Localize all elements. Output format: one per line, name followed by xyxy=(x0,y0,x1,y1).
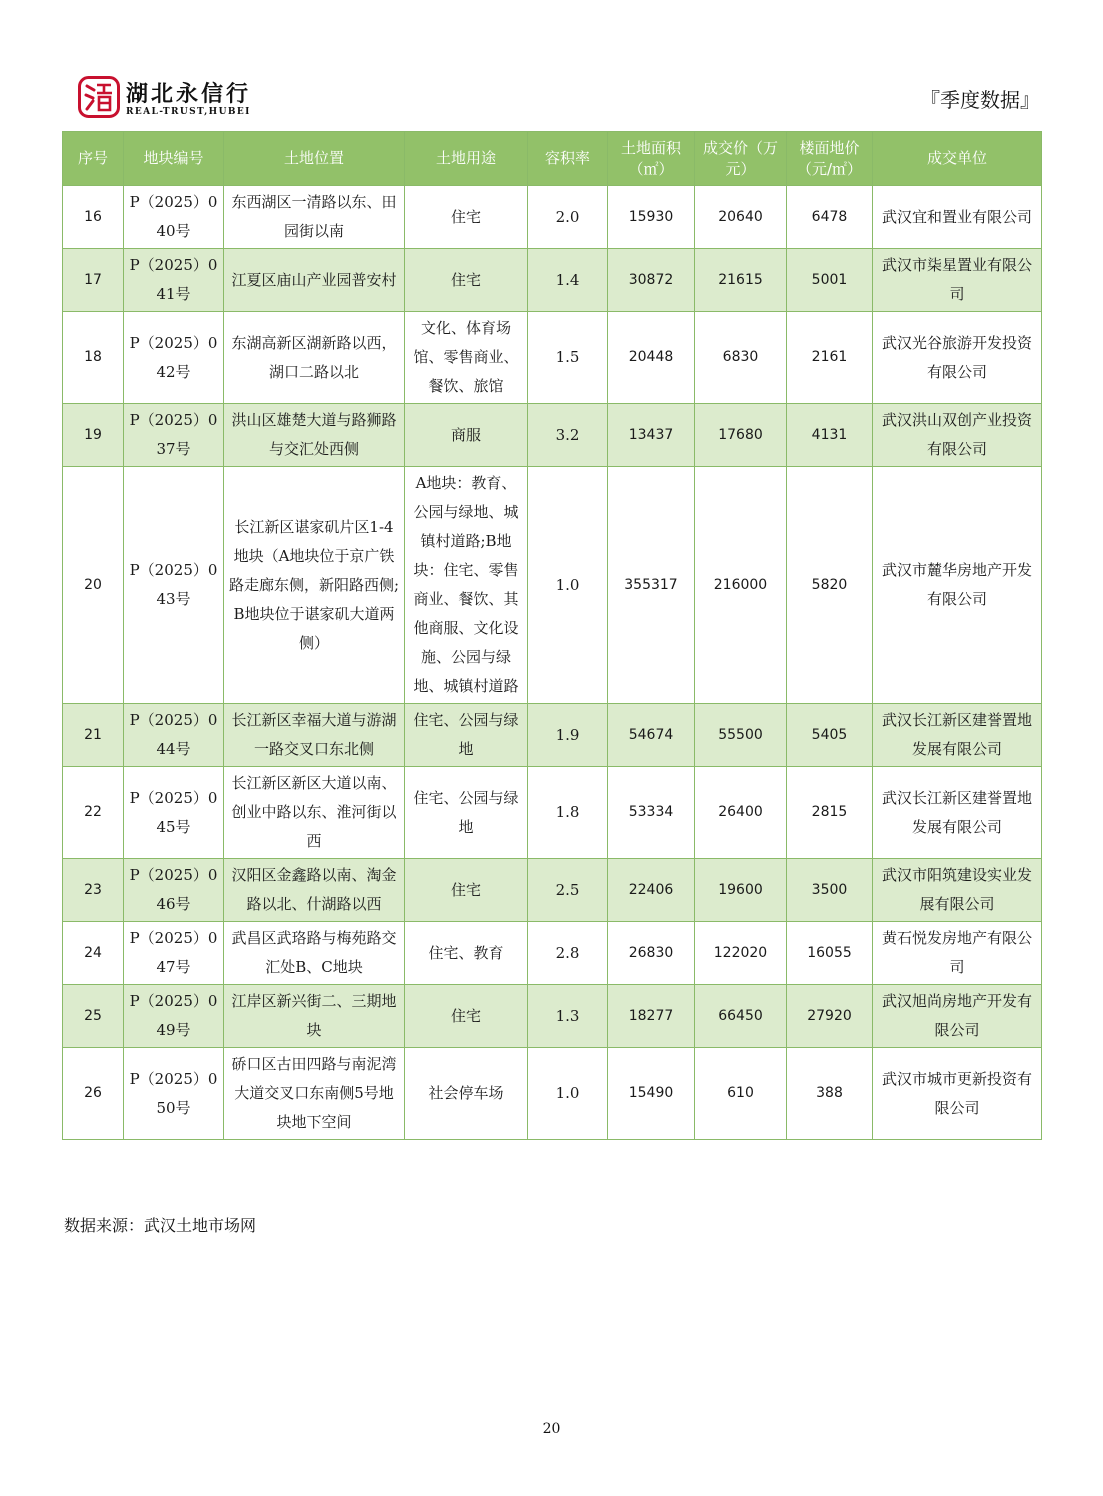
page-header xyxy=(62,70,1042,126)
cell-deal-price: 66450 xyxy=(695,985,787,1048)
cell-land-area: 20448 xyxy=(608,312,695,404)
cell-deal-price: 26400 xyxy=(695,767,787,859)
cell-land-area: 22406 xyxy=(608,859,695,922)
cell-land-area: 30872 xyxy=(608,249,695,312)
column-header: 楼面地价（元/㎡） xyxy=(787,132,873,186)
cell-serial-number: 26 xyxy=(63,1048,124,1140)
cell-location: 硚口区古田四路与南泥湾大道交叉口东南侧5号地块地下空间 xyxy=(224,1048,405,1140)
cell-land-area: 53334 xyxy=(608,767,695,859)
cell-land-use: 住宅、公园与绿地 xyxy=(405,704,528,767)
cell-serial-number: 25 xyxy=(63,985,124,1048)
cell-plot-code: P（2025）037号 xyxy=(124,404,224,467)
cell-floor-price: 388 xyxy=(787,1048,873,1140)
cell-plot-code: P（2025）046号 xyxy=(124,859,224,922)
cell-location: 江岸区新兴街二、三期地块 xyxy=(224,985,405,1048)
column-header: 序号 xyxy=(63,132,124,186)
cell-buyer: 武汉旭尚房地产开发有限公司 xyxy=(873,985,1042,1048)
cell-deal-price: 21615 xyxy=(695,249,787,312)
cell-deal-price: 122020 xyxy=(695,922,787,985)
cell-floor-price: 2815 xyxy=(787,767,873,859)
cell-plot-ratio: 2.0 xyxy=(528,186,608,249)
cell-land-area: 26830 xyxy=(608,922,695,985)
column-header: 土地位置 xyxy=(224,132,405,186)
cell-land-use: 住宅 xyxy=(405,249,528,312)
cell-land-use: 文化、体育场馆、零售商业、餐饮、旅馆 xyxy=(405,312,528,404)
cell-location: 长江新区新区大道以南、创业中路以东、淮河街以西 xyxy=(224,767,405,859)
cell-plot-ratio: 2.8 xyxy=(528,922,608,985)
table-row xyxy=(63,704,1042,767)
cell-deal-price: 6830 xyxy=(695,312,787,404)
cell-buyer: 武汉市阳筑建设实业发展有限公司 xyxy=(873,859,1042,922)
cell-land-use: 住宅、教育 xyxy=(405,922,528,985)
cell-plot-ratio: 1.4 xyxy=(528,249,608,312)
cell-land-area: 15490 xyxy=(608,1048,695,1140)
cell-serial-number: 16 xyxy=(63,186,124,249)
cell-land-use: 住宅、公园与绿地 xyxy=(405,767,528,859)
cell-land-area: 54674 xyxy=(608,704,695,767)
column-header: 容积率 xyxy=(528,132,608,186)
land-transaction-table xyxy=(62,131,1042,1140)
cell-plot-code: P（2025）041号 xyxy=(124,249,224,312)
seal-logo-icon xyxy=(78,76,120,118)
cell-land-use: A地块：教育、公园与绿地、城镇村道路;B地块：住宅、零售商业、餐饮、其他商服、文化设施、公园与绿地、城镇村道路 xyxy=(405,467,528,704)
cell-serial-number: 23 xyxy=(63,859,124,922)
cell-buyer: 武汉长江新区建誉置地发展有限公司 xyxy=(873,767,1042,859)
cell-serial-number: 19 xyxy=(63,404,124,467)
cell-location: 汉阳区金鑫路以南、淘金路以北、什湖路以西 xyxy=(224,859,405,922)
cell-location: 东湖高新区湖新路以西，湖口二路以北 xyxy=(224,312,405,404)
page-number: 20 xyxy=(542,1421,561,1437)
cell-location: 武昌区武珞路与梅苑路交汇处B、C地块 xyxy=(224,922,405,985)
company-logo xyxy=(78,76,308,124)
cell-deal-price: 19600 xyxy=(695,859,787,922)
cell-land-use: 住宅 xyxy=(405,186,528,249)
cell-plot-ratio: 1.0 xyxy=(528,467,608,704)
cell-location: 洪山区雄楚大道与路狮路与交汇处西侧 xyxy=(224,404,405,467)
cell-plot-code: P（2025）043号 xyxy=(124,467,224,704)
cell-land-area: 18277 xyxy=(608,985,695,1048)
cell-serial-number: 24 xyxy=(63,922,124,985)
table-body xyxy=(63,186,1042,1140)
cell-floor-price: 4131 xyxy=(787,404,873,467)
cell-location: 江夏区庙山产业园普安村 xyxy=(224,249,405,312)
cell-serial-number: 20 xyxy=(63,467,124,704)
cell-buyer: 武汉宜和置业有限公司 xyxy=(873,186,1042,249)
cell-floor-price: 5001 xyxy=(787,249,873,312)
cell-plot-code: P（2025）047号 xyxy=(124,922,224,985)
cell-location: 长江新区幸福大道与游湖一路交叉口东北侧 xyxy=(224,704,405,767)
column-header: 成交单位 xyxy=(873,132,1042,186)
cell-deal-price: 20640 xyxy=(695,186,787,249)
logo-chinese-name: 湖北永信行 xyxy=(126,82,252,107)
cell-deal-price: 17680 xyxy=(695,404,787,467)
cell-floor-price: 27920 xyxy=(787,985,873,1048)
cell-serial-number: 21 xyxy=(63,704,124,767)
cell-floor-price: 5820 xyxy=(787,467,873,704)
cell-land-use: 住宅 xyxy=(405,985,528,1048)
table-row xyxy=(63,985,1042,1048)
cell-deal-price: 216000 xyxy=(695,467,787,704)
cell-plot-ratio: 1.5 xyxy=(528,312,608,404)
cell-serial-number: 17 xyxy=(63,249,124,312)
cell-floor-price: 2161 xyxy=(787,312,873,404)
cell-buyer: 武汉光谷旅游开发投资有限公司 xyxy=(873,312,1042,404)
table-row xyxy=(63,767,1042,859)
cell-deal-price: 55500 xyxy=(695,704,787,767)
cell-plot-code: P（2025）044号 xyxy=(124,704,224,767)
cell-buyer: 武汉市城市更新投资有限公司 xyxy=(873,1048,1042,1140)
cell-land-use: 商服 xyxy=(405,404,528,467)
cell-floor-price: 3500 xyxy=(787,859,873,922)
table-header xyxy=(63,132,1042,186)
column-header: 成交价（万元） xyxy=(695,132,787,186)
cell-floor-price: 16055 xyxy=(787,922,873,985)
cell-serial-number: 22 xyxy=(63,767,124,859)
table-row xyxy=(63,922,1042,985)
table-header-row xyxy=(63,132,1042,186)
cell-plot-code: P（2025）049号 xyxy=(124,985,224,1048)
cell-plot-code: P（2025）040号 xyxy=(124,186,224,249)
cell-plot-ratio: 1.3 xyxy=(528,985,608,1048)
section-title: 『季度数据』 xyxy=(920,88,1040,112)
cell-location: 东西湖区一清路以东、田园街以南 xyxy=(224,186,405,249)
cell-land-area: 15930 xyxy=(608,186,695,249)
cell-buyer: 武汉洪山双创产业投资有限公司 xyxy=(873,404,1042,467)
table-row xyxy=(63,1048,1042,1140)
table-row xyxy=(63,312,1042,404)
cell-deal-price: 610 xyxy=(695,1048,787,1140)
cell-buyer: 武汉市麓华房地产开发有限公司 xyxy=(873,467,1042,704)
cell-location: 长江新区谌家矶片区1-4地块（A地块位于京广铁路走廊东侧，新阳路西侧;B地块位于谌家矶大道两侧） xyxy=(224,467,405,704)
cell-plot-code: P（2025）042号 xyxy=(124,312,224,404)
cell-buyer: 武汉长江新区建誉置地发展有限公司 xyxy=(873,704,1042,767)
cell-plot-ratio: 3.2 xyxy=(528,404,608,467)
data-source-note: 数据来源：武汉土地市场网 xyxy=(64,1216,257,1235)
cell-land-area: 13437 xyxy=(608,404,695,467)
table-row xyxy=(63,467,1042,704)
column-header: 土地用途 xyxy=(405,132,528,186)
cell-land-use: 住宅 xyxy=(405,859,528,922)
cell-land-area: 355317 xyxy=(608,467,695,704)
column-header: 地块编号 xyxy=(124,132,224,186)
table-row xyxy=(63,404,1042,467)
cell-buyer: 黄石悦发房地产有限公司 xyxy=(873,922,1042,985)
column-header: 土地面积（㎡） xyxy=(608,132,695,186)
cell-plot-code: P（2025）045号 xyxy=(124,767,224,859)
cell-floor-price: 6478 xyxy=(787,186,873,249)
cell-floor-price: 5405 xyxy=(787,704,873,767)
table-row xyxy=(63,859,1042,922)
table-row xyxy=(63,249,1042,312)
cell-plot-ratio: 1.9 xyxy=(528,704,608,767)
cell-buyer: 武汉市柒星置业有限公司 xyxy=(873,249,1042,312)
cell-serial-number: 18 xyxy=(63,312,124,404)
cell-plot-code: P（2025）050号 xyxy=(124,1048,224,1140)
cell-plot-ratio: 1.8 xyxy=(528,767,608,859)
cell-plot-ratio: 1.0 xyxy=(528,1048,608,1140)
logo-english-name: REAL-TRUST,HUBEI xyxy=(126,107,251,117)
cell-plot-ratio: 2.5 xyxy=(528,859,608,922)
table-row xyxy=(63,186,1042,249)
cell-land-use: 社会停车场 xyxy=(405,1048,528,1140)
